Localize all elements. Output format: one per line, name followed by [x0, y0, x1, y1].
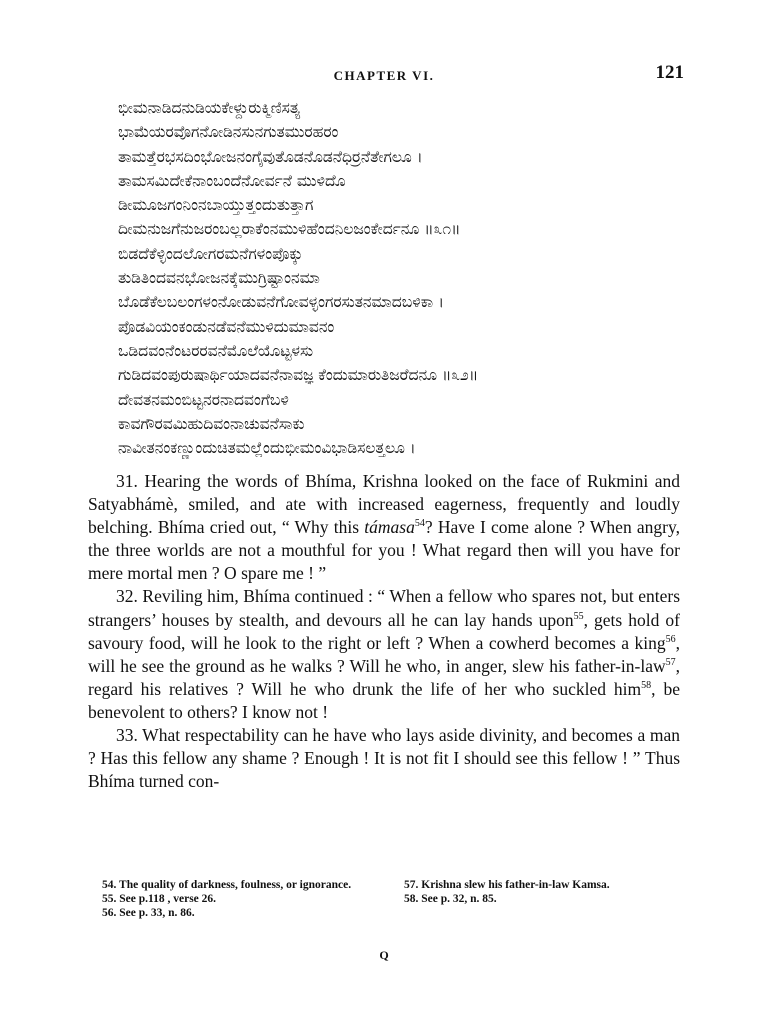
page-number: 121: [655, 62, 684, 83]
signature-mark: Q: [379, 948, 389, 962]
verse-line: ನಾವೀತನಂಕಣ್ಣುಂದುಚಿತಮಲ್ಲೆಂದುಭೀಮಂವಿಭಾಡಿಸಲತ್ತಲೂ ।: [118, 439, 416, 458]
paragraph-number: 32.: [116, 586, 138, 607]
verse-line: ಒಡಿದವಂನೆಂಟರರವನೆಮೊಲೆಯೊಟ್ಟಳಸು: [118, 341, 314, 360]
footnotes-left-column: [88, 878, 368, 920]
footnotes-right-column: [390, 878, 680, 906]
paragraph-2: [88, 585, 680, 724]
text-run: , will he see the ground as he walks ? Will he who, in anger, slew his father-in-law: [88, 632, 680, 676]
verse-line: ಬೊಡೆಕೆಲಬಲಂಗಳಂನೋಡುವನೆಗೋವಳ್ಳಂಗರಸುತನಮಾದಬಳಿಕಾ ।: [118, 293, 444, 312]
verse-line: ಡೀಮೂಜಗಂನಿಂನಬಾಯ್ತುತ್ತಂದುತುತ್ತಾಗ: [118, 196, 314, 215]
verse-line: ತಾಮತ್ತೆರಭಸದಿಂಭೋಜನಂಗೈವುತೊಡನೊಡನೆಧಿರ‍್ರನೆತೇಗಲೂ ।: [118, 147, 423, 166]
verse-line: ತಾಮಸಮಿದೇಕೆನಾಂಬಂದೆನೋರ್ವನೆ ಮುಳಿದೊ: [118, 171, 346, 190]
footnote: 56. See p. 33, n. 86.: [102, 907, 195, 919]
footnote-ref: 55: [573, 610, 584, 622]
footnote-ref: 56: [665, 633, 676, 645]
verse-line: ಪೊಡವಿಯಂಕಂಡುನಡೆವನೆಮುಳಿದುಮಾವನಂ: [118, 317, 335, 336]
footnote-ref: 54: [414, 518, 425, 530]
chapter-heading: CHAPTER VI.: [333, 68, 435, 83]
paragraph-3: [88, 724, 680, 793]
verse-line: ತುಡಿತಿಂದವನಭೋಜನಕ್ಕೆಮುಗ್ರಿಷ್ಟಾಂನಮಾ: [118, 269, 320, 288]
footnote-ref: 57: [665, 656, 676, 668]
footnote-ref: 58: [641, 680, 652, 692]
text-run: , regard his relatives ? Will he who drunk the life of her who suckled him: [88, 655, 680, 699]
footnote: 54. The quality of darkness, foulness, or ignorance.: [102, 879, 352, 891]
page-header: [0, 62, 768, 86]
verse-line: ಭೀಮನಾಡಿದನುಡಿಯಕೇಳ್ದುರುಕ್ಮಿಣಿಸತ್ಯ: [118, 99, 301, 117]
footnote: 58. See p. 32, n. 85.: [404, 893, 497, 905]
text-run: támasa: [364, 517, 415, 538]
text-run: , gets hold of savoury food, will he look to the right or left ? When a cowherd becomes a king: [88, 609, 680, 653]
text-run: ? Have I come alone ? When angry, the three worlds are not a mouthful for you ! What regard then will you have for mere mortal men ? O spare me ! ”: [88, 517, 680, 584]
text-run: Reviling him, Bhíma continued : “ When a fellow who spares not, but enters strangers’ houses by stealth, and devours all he can lay hands upon: [88, 586, 680, 630]
kannada-verse-block: [118, 96, 678, 460]
verse-line: ದೇವತನಮಂಬಿಟ್ಟನರನಾದವಂಗೆಬಳಿ: [118, 390, 289, 409]
paragraph-1: [88, 470, 680, 585]
verse-line: ಬಿಡದೆಕೆಳ್ಳಿಂದಲೋಗರಮನೆಗಳಂಪೊಕ್ಕು: [118, 244, 303, 263]
text-run: Hearing the words of Bhíma, Krishna looked on the face of Rukmini and Satyabhámè, smiled, and ate with increased eagerness, frequently and loudly belching. Bhíma cried out, “ Why this: [88, 471, 680, 538]
footnote: 57. Krishna slew his father-in-law Kamsa.: [404, 879, 610, 891]
verse-line: ಭಾಮೆಯರವೊಗನೋಡಿನಸುನಗುತಮುರಹರಂ: [118, 123, 339, 142]
verse-line: ಗುಡಿದವಂಪುರುಷಾರ್ಥಿಯಾದವನೆನಾವಜ್ಞ ಕೆಂದುಮಾರುತಿಜರೆದನೂ ॥೩೨॥: [118, 366, 479, 385]
text-run: , be benevolent to others? I know not !: [88, 678, 680, 722]
verse-line: ಕಾವಗೌರವಮಿಹುದಿವಂನಾಚುವನೆಸಾಕು: [118, 414, 305, 433]
footnote: 55. See p.118 , verse 26.: [102, 893, 217, 905]
paragraph-number: 31.: [116, 471, 138, 491]
text-run: What respectability can he have who lays aside divinity, and becomes a man ? Has this fellow any shame ? Enough ! It is not fit I should see this fellow ! ” Thus Bhíma turned con-: [88, 725, 680, 792]
paragraph-number: 33.: [116, 725, 138, 746]
translation-text: [88, 470, 680, 793]
verse-line: ದೀಮನುಜಗೆನುಜರಂಬಲ್ಲರಾಕೆಂನಮುಳಿಹೆಂದನಿಲಜಂಕೇರ್ದನೂ ॥೩೧॥: [118, 220, 461, 239]
